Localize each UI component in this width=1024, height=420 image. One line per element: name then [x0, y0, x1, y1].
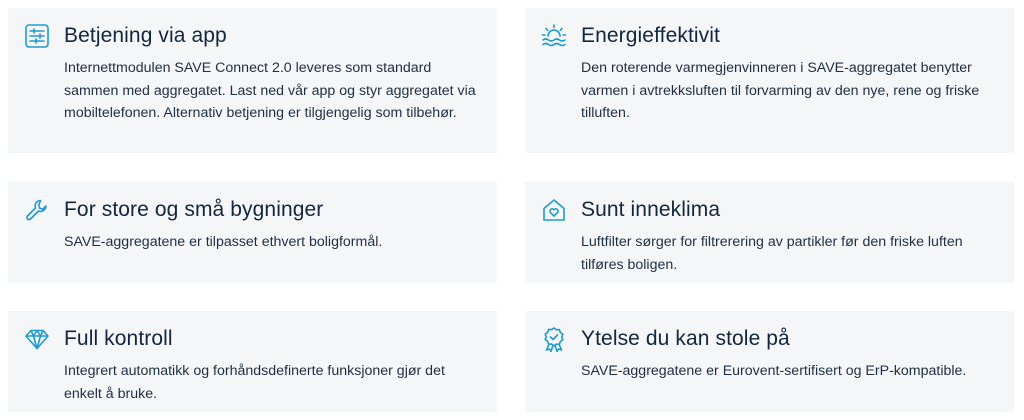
feature-description: Den roterende varmegjenvinneren i SAVE-aggregatet benytter varmen i avtrekksluften til forvarming av den nye, rene og friske tilluften.: [581, 60, 980, 121]
feature-title: Betjening via app: [64, 24, 227, 47]
feature-card-energy: [525, 8, 1014, 153]
feature-card-app-control: [8, 8, 497, 153]
feature-description: Internettmodulen SAVE Connect 2.0 leveres som standard sammen med aggregatet. Last ned vår app og styr aggregatet via mobiltelefonen. Alternativ betjening er tilgjengelig som tilbehør.: [64, 60, 476, 121]
feature-description: Integrert automatikk og forhåndsdefinerte funksjoner gjør det enkelt å bruke.: [64, 363, 445, 402]
certified-badge-icon: [541, 326, 567, 352]
house-heart-icon: [541, 197, 567, 223]
feature-title: Ytelse du kan stole på: [581, 327, 790, 350]
feature-description: SAVE-aggregatene er Eurovent-sertifisert og ErP-kompatible.: [581, 363, 967, 379]
feature-card-performance: [525, 311, 1014, 412]
feature-title: Energieffektivit: [581, 24, 720, 47]
feature-card-full-control: [8, 311, 497, 412]
diamond-icon: [24, 326, 50, 352]
feature-title: Full kontroll: [64, 327, 173, 350]
feature-description: SAVE-aggregatene er tilpasset ethvert boligformål.: [64, 234, 383, 250]
energy-waves-icon: [541, 23, 567, 49]
app-control-icon: [24, 23, 50, 49]
feature-title: Sunt inneklima: [581, 198, 721, 221]
feature-description: Luftfilter sørger for filtrerering av partikler før den friske luften tilføres boligen.: [581, 234, 963, 273]
feature-card-indoor-climate: [525, 182, 1014, 283]
feature-card-buildings: [8, 182, 497, 283]
wrench-icon: [24, 197, 50, 223]
feature-title: For store og små bygninger: [64, 198, 324, 221]
